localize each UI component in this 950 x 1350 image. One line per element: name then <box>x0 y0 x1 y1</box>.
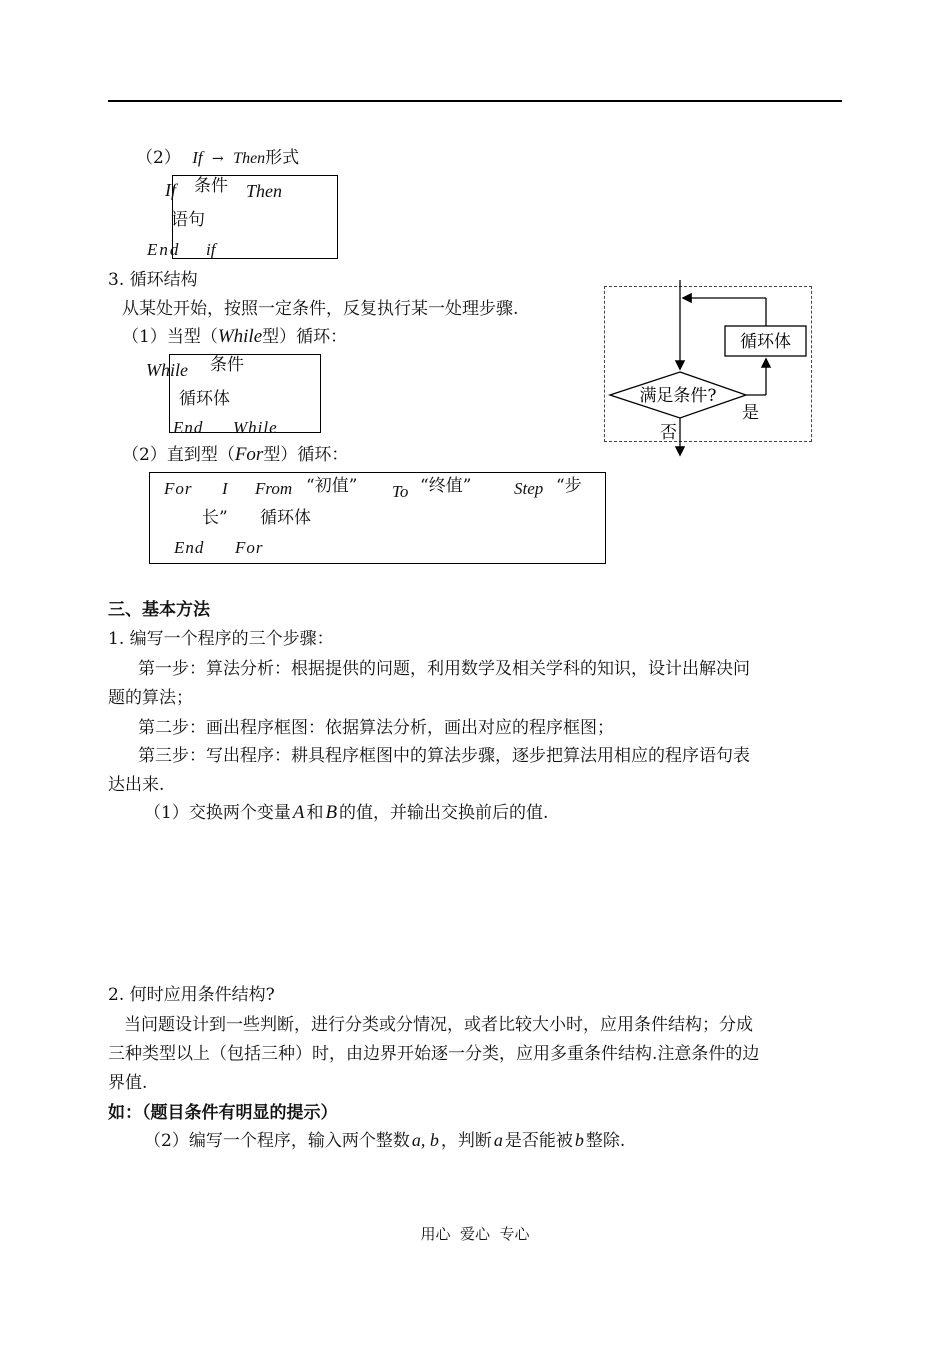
ex2-var-a: a <box>493 1130 503 1150</box>
yes-label: 是 <box>742 403 759 423</box>
code-for-to: To <box>392 482 409 501</box>
page-footer: 用心 爱心 专心 <box>420 1225 530 1243</box>
if-then-num: （2） <box>136 148 181 168</box>
ex2-post: 整除. <box>585 1131 626 1151</box>
code-for-init: “初值” <box>306 476 358 496</box>
ex2-var-b: b <box>574 1130 584 1150</box>
ex2-pre: （2）编写一个程序，输入两个整数 <box>144 1131 410 1151</box>
if-keyword: If <box>192 148 203 167</box>
loop-intro: 从某处开始，按照一定条件，反复执行某一处理步骤. <box>122 299 519 319</box>
code-for-end2: For <box>235 538 264 557</box>
for-heading <box>122 445 348 465</box>
then-keyword: Then <box>233 150 266 167</box>
step2: 第二步：画出程序框图：依据算法分析，画出对应的程序框图； <box>138 718 614 738</box>
step3-paragraph <box>108 742 844 800</box>
if-then-suffix: 形式 <box>265 148 300 168</box>
for-heading-kw: For <box>234 444 264 465</box>
loop-body-label: 循环体 <box>740 332 791 352</box>
methods-item2: 2. 何时应用条件结构? <box>108 985 275 1005</box>
step3-line1: 第三步：写出程序：耕具程序框图中的算法步骤，逐步把算法用相应的程序语句表 <box>138 746 750 766</box>
methods-title: 三、基本方法 <box>108 600 210 620</box>
ex1-var-a: A <box>292 802 305 823</box>
code-for-from: From <box>255 479 293 498</box>
code-for-var: I <box>222 479 228 498</box>
methods-item1: 1. 编写一个程序的三个步骤： <box>108 629 334 649</box>
item2-line1: 当问题设计到一些判断，进行分类或分情况，或者比较大小时，应用条件结构；分成 <box>124 1015 753 1035</box>
ex1-post: 的值，并输出交换前后的值. <box>339 803 549 823</box>
ex1-pre: （1）交换两个变量 <box>144 803 291 823</box>
code-while-body: 循环体 <box>179 389 230 409</box>
header-rule <box>108 100 842 102</box>
item2-line2: 三种类型以上（包括三种）时，由边界开始逐一分类，应用多重条件结构.注意条件的边 <box>108 1044 760 1064</box>
code-while-end2: While <box>233 418 278 437</box>
code-for-step-b: 长” <box>202 508 228 528</box>
for-heading-pre: （2）直到型（ <box>122 445 235 465</box>
step1-line1: 第一步：算法分析：根据提供的问题，利用数学及相关学科的知识，设计出解决问 <box>138 659 750 679</box>
while-heading <box>122 327 347 347</box>
ex2-mid2: 是否能被 <box>504 1131 573 1151</box>
example1 <box>144 803 548 823</box>
while-heading-post: 型）循环： <box>262 327 348 347</box>
code-if-keyword: If <box>165 180 176 200</box>
code-if-statement: 语句 <box>171 210 205 230</box>
code-for-body: 循环体 <box>260 508 311 528</box>
step1-paragraph <box>108 655 844 713</box>
code-for-end: End <box>174 538 205 557</box>
code-for-final: “终值” <box>420 476 472 496</box>
item2-paragraph <box>108 1011 844 1098</box>
hint-line: 如：（题目条件有明显的提示） <box>108 1103 338 1123</box>
while-heading-kw: While <box>217 326 263 347</box>
while-heading-pre: （1）当型（ <box>122 327 218 347</box>
step3-line2: 达出来. <box>108 775 165 795</box>
code-end-keyword: End <box>147 240 181 259</box>
code-then-keyword: Then <box>246 181 282 201</box>
if-then-heading <box>136 148 299 169</box>
ex2-vars: a, b <box>411 1130 439 1150</box>
ex2-mid: ，判断 <box>440 1131 492 1151</box>
code-for-keyword: For <box>164 479 193 498</box>
condition-label: 满足条件? <box>639 386 717 406</box>
flowchart-diagram <box>600 276 820 462</box>
ex1-mid: 和 <box>306 803 324 823</box>
item2-line3: 界值. <box>108 1073 148 1093</box>
for-heading-post: 型）循环： <box>263 445 349 465</box>
arrow-icon: → <box>212 151 224 167</box>
code-if-condition: 条件 <box>194 176 228 196</box>
no-label: 否 <box>660 423 677 443</box>
loop-title: 3. 循环结构 <box>108 270 198 290</box>
code-while-condition: 条件 <box>210 355 244 375</box>
code-for-step-a: “步 <box>556 476 582 496</box>
step1-line2: 题的算法； <box>108 688 193 708</box>
ex1-var-b: B <box>325 802 338 823</box>
code-for-step: Step <box>514 479 544 498</box>
example2 <box>144 1130 625 1151</box>
code-while-end: End <box>173 418 204 437</box>
code-endif-keyword: if <box>206 240 216 259</box>
code-while-keyword: While <box>146 360 188 380</box>
